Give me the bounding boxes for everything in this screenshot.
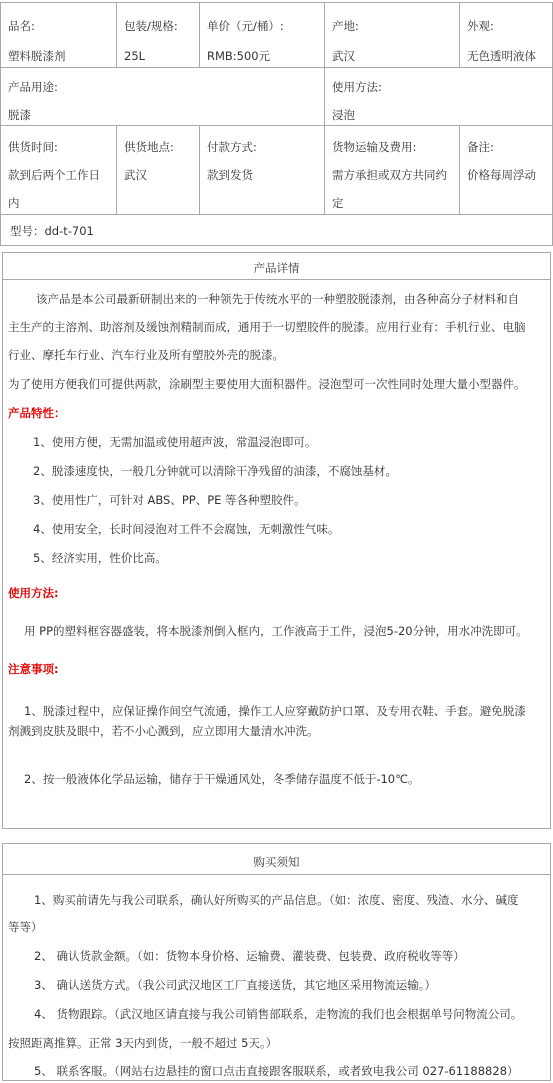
- info-value: 浸泡: [332, 108, 355, 122]
- purchase-item: 4、 货物跟踪。（武汉地区请直接与我公司销售部联系，走物流的我们也会根据单号问物流公司。: [34, 1007, 523, 1021]
- info-label: 供货时间:: [8, 140, 58, 154]
- notes-title: 注意事项:: [8, 662, 59, 676]
- info-label: 产品用途:: [8, 80, 58, 94]
- model-number: 型号：dd-t-701: [10, 224, 94, 238]
- info-label: 货物运输及费用:: [332, 140, 417, 154]
- info-cell-origin: [324, 2, 460, 68]
- purchase-item-cont: 等等）: [8, 920, 43, 934]
- usage-title: 使用方法:: [8, 586, 59, 600]
- info-label: 单价（元/桶）:: [207, 19, 284, 33]
- feature-item: 5、经济实用，性价比高。: [33, 551, 167, 565]
- info-cell-name: [0, 2, 117, 68]
- note-item: 2、按一般液体化学品运输，储存于干燥通风处，冬季储存温度不低于-10℃。: [24, 772, 420, 786]
- info-cell-supply-place: [116, 125, 200, 215]
- info-value: 塑料脱漆剂: [8, 49, 66, 63]
- features-title: 产品特性：: [8, 406, 66, 420]
- info-value: 脱漆: [8, 108, 31, 122]
- info-cell-remark: [459, 125, 553, 215]
- purchase-item: 1、购买前请先与我公司联系，确认好所购买的产品信息。（如：浓度、密度、残渣、水分、碱度: [34, 893, 519, 907]
- info-cell-transport: [324, 125, 460, 215]
- info-cell-price: [199, 2, 325, 68]
- intro-line: 行业、摩托车行业、汽车行业及所有塑胶外壳的脱漆。: [8, 348, 284, 362]
- info-label: 供货地点:: [124, 140, 174, 154]
- note-item-cont: 剂溅到皮肤及眼中，若不小心溅到，应立即用大量清水冲洗。: [8, 724, 319, 738]
- info-value: 款到后两个工作日: [8, 168, 100, 182]
- purchase-item-cont: 按照距离推算。正常 3天内到货，一般不超过 5天。）: [8, 1036, 278, 1050]
- info-value: RMB:500元: [207, 49, 271, 63]
- info-value: 武汉: [124, 168, 147, 182]
- info-label: 产地:: [332, 19, 359, 33]
- info-cell-appearance: [459, 2, 553, 68]
- info-value: 25L: [124, 49, 146, 63]
- feature-item: 4、使用安全，长时间浸泡对工件不会腐蚀，无刺激性气味。: [33, 522, 340, 536]
- info-cell-supply-time: [0, 125, 117, 215]
- info-value: 价格每周浮动: [467, 168, 536, 182]
- info-label: 品名:: [8, 19, 35, 33]
- info-cell-method: [324, 67, 553, 126]
- info-value: 内: [8, 196, 20, 210]
- info-value: 无色透明液体: [467, 49, 536, 63]
- info-value: 定: [332, 196, 344, 210]
- purchase-header: 购买须知: [253, 855, 300, 869]
- info-label: 使用方法:: [332, 80, 382, 94]
- details-header-divider: [2, 279, 551, 280]
- info-label: 付款方式:: [207, 140, 257, 154]
- info-cell-model: [0, 214, 553, 246]
- info-table: [0, 0, 553, 250]
- info-cell-package: [116, 2, 200, 68]
- feature-item: 2、脱漆速度快，一般几分钟就可以清除干净残留的油漆，不腐蚀基材。: [33, 464, 397, 478]
- details-section: [2, 252, 551, 829]
- intro-line: 该产品是本公司最新研制出来的一种领先于传统水平的一种塑胶脱漆剂，由各种高分子材料和自: [36, 292, 519, 306]
- details-header: 产品详情: [253, 261, 300, 275]
- purchase-item: 5、 联系客服。（网站右边悬挂的窗口点击直接跟客服联系，或者致电我公司 027-61188828）: [34, 1064, 519, 1078]
- info-label: 外观:: [467, 19, 494, 33]
- intro-line: 主生产的主溶剂、助溶剂及缓蚀剂精制而成，通用于一切塑胶件的脱漆。应用行业有：手机行业、电脑: [8, 320, 526, 334]
- purchase-item: 3、 确认送货方式。（我公司武汉地区工厂直接送货，其它地区采用物流运输。）: [34, 978, 436, 992]
- feature-item: 3、使用性广，可针对 ABS、PP、PE 等各种塑胶件。: [33, 493, 306, 507]
- intro-line: 为了使用方便我们可提供两款，涂刷型主要使用大面积器件。浸泡型可一次性同时处理大量小型器件。: [8, 377, 526, 391]
- purchase-header-divider: [2, 874, 551, 875]
- info-cell-purpose: [0, 67, 325, 126]
- note-item: 1、脱漆过程中，应保证操作间空气流通，操作工人应穿戴防护口罩、及专用衣鞋、手套。避免脱漆: [24, 704, 526, 718]
- info-label: 包装/规格:: [124, 19, 178, 33]
- purchase-item: 2、 确认货款金额。（如：货物本身价格、运输费、灌装费、包装费、政府税收等等）: [34, 949, 465, 963]
- info-value: 款到发货: [207, 168, 253, 182]
- info-value: 武汉: [332, 49, 355, 63]
- info-value: 需方承担或双方共同约: [332, 168, 447, 182]
- feature-item: 1、使用方便，无需加温或使用超声波，常温浸泡即可。: [33, 435, 317, 449]
- info-label: 备注:: [467, 140, 494, 154]
- usage-text: 用 PP的塑料框容器盛装，将本脱漆剂倒入框内，工作液高于工件，浸泡5-20分钟，用水冲洗即可。: [24, 624, 528, 638]
- info-cell-payment: [199, 125, 325, 215]
